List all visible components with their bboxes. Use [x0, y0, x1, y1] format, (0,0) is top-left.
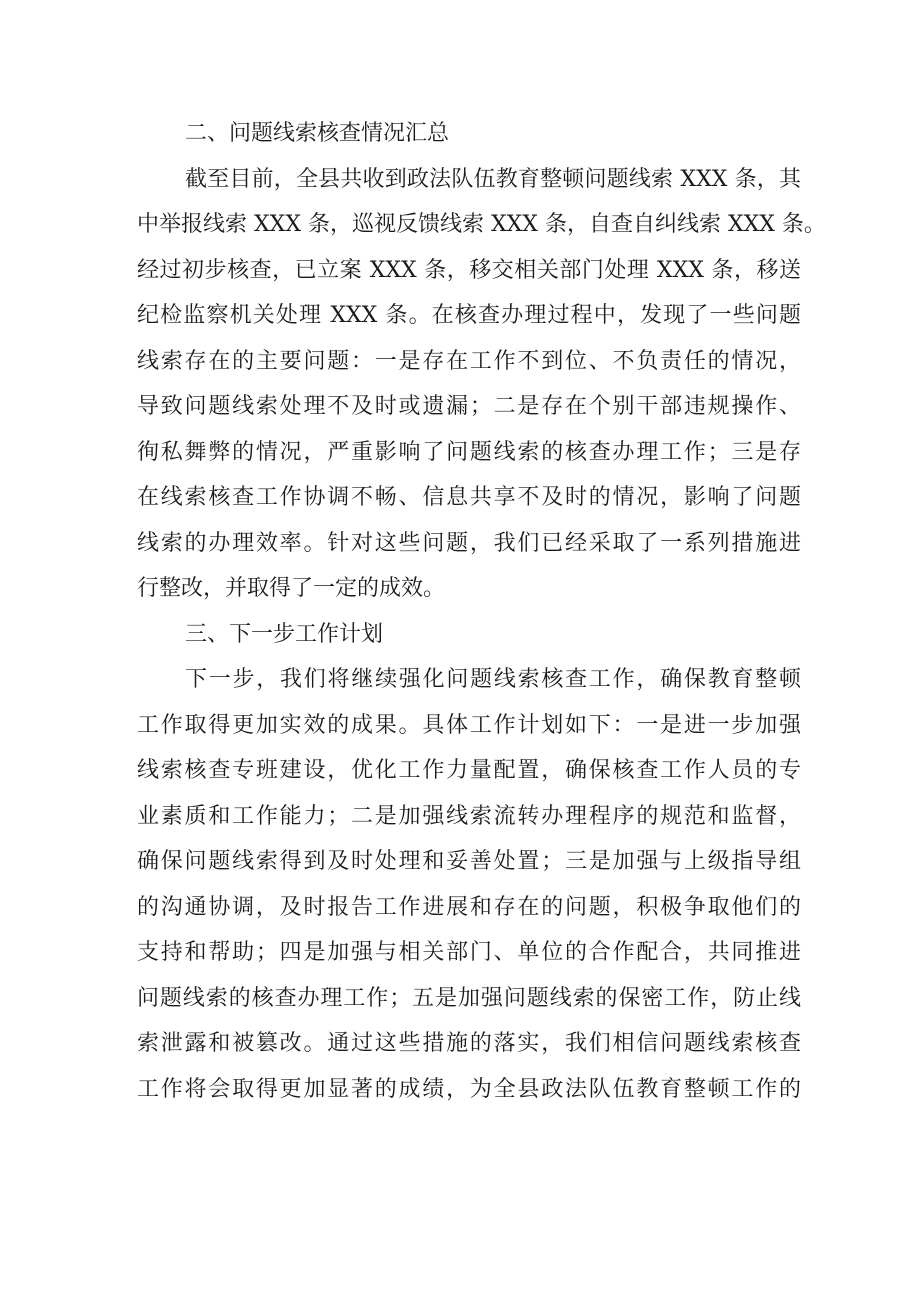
paragraph-line: 在线索核查工作协调不畅、信息共享不及时的情况，影响了问题	[137, 485, 801, 510]
paragraph-line: 确保问题线索得到及时处理和妥善处置；三是加强与上级指导组	[137, 849, 801, 874]
paragraph-line: 工作取得更加实效的成果。具体工作计划如下：一是进一步加强	[137, 712, 801, 738]
paragraph-line: 纪检监察机关处理 XXX 条。在核查办理过程中，发现了一些问题	[137, 303, 801, 328]
paragraph-line: 截至目前，全县共收到政法队伍教育整顿问题线索 XXX 条，其	[185, 166, 801, 192]
paragraph-line: 支持和帮助；四是加强与相关部门、单位的合作配合，共同推进	[137, 940, 801, 965]
paragraph-line: 徇私舞弊的情况，严重影响了问题线索的核查办理工作；三是存	[137, 439, 801, 465]
paragraph-line: 线索的办理效率。针对这些问题，我们已经采取了一系列措施进	[137, 530, 801, 556]
paragraph-line: 下一步，我们将继续强化问题线索核查工作，确保教育整顿	[185, 667, 801, 692]
section-heading: 三、下一步工作计划	[185, 621, 384, 647]
paragraph-line: 业素质和工作能力；二是加强线索流转办理程序的规范和监督，	[137, 803, 801, 829]
document-body	[137, 111, 826, 1112]
paragraph-line: 线索核查专班建设，优化工作力量配置，确保核查工作人员的专	[137, 758, 801, 783]
paragraph-line: 索泄露和被篡改。通过这些措施的落实，我们相信问题线索核查	[137, 1031, 801, 1056]
paragraph-line: 的沟通协调，及时报告工作进展和存在的问题，积极争取他们的	[137, 894, 801, 920]
section-heading: 二、问题线索核查情况汇总	[185, 121, 450, 146]
paragraph-line: 线索存在的主要问题：一是存在工作不到位、不负责任的情况，	[137, 348, 801, 374]
paragraph-line: 导致问题线索处理不及时或遗漏；二是存在个别干部违规操作、	[137, 394, 801, 419]
paragraph-line: 问题线索的核查办理工作；五是加强问题线索的保密工作，防止线	[137, 985, 801, 1011]
paragraph-line: 工作将会取得更加显著的成绩，为全县政法队伍教育整顿工作的	[137, 1076, 801, 1102]
paragraph-line: 中举报线索 XXX 条，巡视反馈线索 XXX 条，自查自纠线索 XXX 条。	[137, 212, 826, 237]
paragraph-line: 经过初步核查，已立案 XXX 条，移交相关部门处理 XXX 条，移送	[137, 257, 801, 283]
paragraph-line: 行整改，并取得了一定的成效。	[137, 576, 446, 601]
